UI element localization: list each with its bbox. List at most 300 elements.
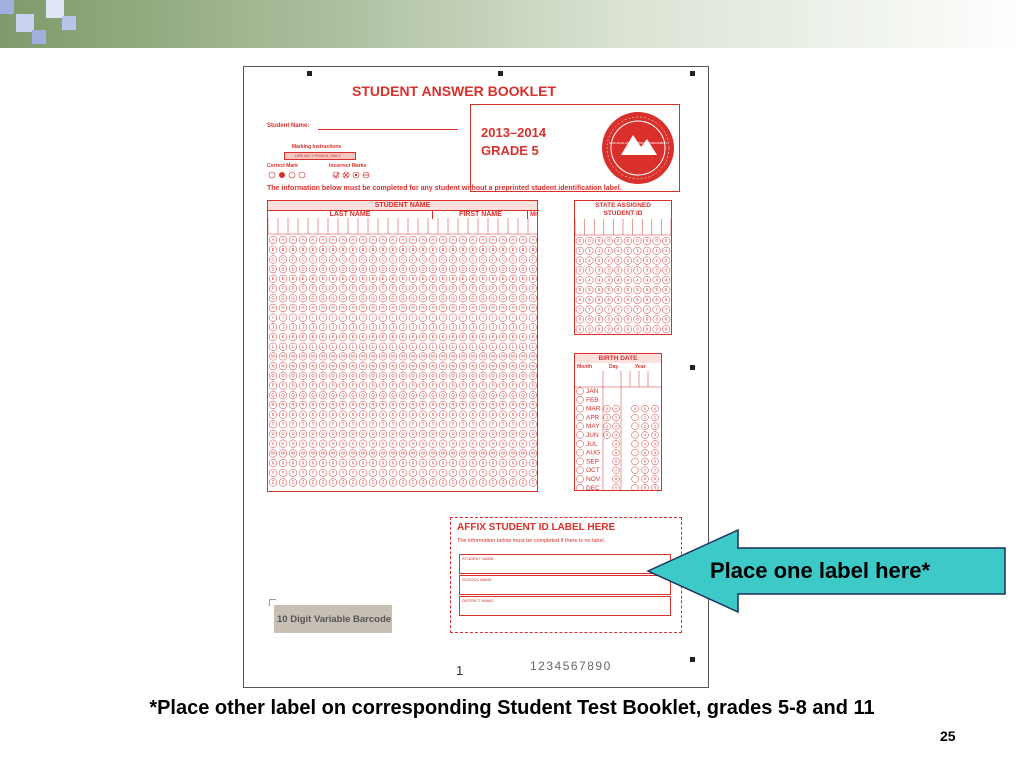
name-letter-bubble[interactable]: [419, 391, 427, 399]
name-letter-bubble[interactable]: [419, 304, 427, 312]
name-letter-bubble[interactable]: [509, 469, 517, 477]
name-letter-bubble[interactable]: [369, 314, 377, 322]
name-letter-bubble[interactable]: [319, 421, 327, 429]
name-letter-bubble[interactable]: [399, 333, 407, 341]
name-letter-bubble[interactable]: [409, 401, 417, 409]
name-letter-bubble[interactable]: [429, 285, 437, 293]
name-letter-bubble[interactable]: [399, 324, 407, 332]
name-letter-bubble[interactable]: [299, 440, 307, 448]
name-letter-bubble[interactable]: [379, 256, 387, 264]
name-letter-bubble[interactable]: [469, 236, 477, 244]
name-letter-bubble[interactable]: [419, 256, 427, 264]
name-letter-bubble[interactable]: [309, 401, 317, 409]
name-letter-bubble[interactable]: [479, 440, 487, 448]
name-letter-bubble[interactable]: [339, 353, 347, 361]
name-letter-bubble[interactable]: [419, 440, 427, 448]
name-letter-bubble[interactable]: [349, 265, 357, 273]
state-id-digit-bubble[interactable]: [634, 267, 642, 275]
name-letter-bubble[interactable]: [389, 401, 397, 409]
name-letter-bubble[interactable]: [519, 362, 527, 370]
name-letter-bubble[interactable]: [279, 372, 287, 380]
name-letter-bubble[interactable]: [529, 265, 537, 273]
name-letter-bubble[interactable]: [269, 294, 277, 302]
name-letter-bubble[interactable]: [369, 275, 377, 283]
name-letter-bubble[interactable]: [299, 401, 307, 409]
name-letter-bubble[interactable]: [339, 304, 347, 312]
name-letter-bubble[interactable]: [469, 256, 477, 264]
name-letter-bubble[interactable]: [459, 430, 467, 438]
state-id-digit-bubble[interactable]: [605, 325, 613, 333]
name-letter-bubble[interactable]: [439, 285, 447, 293]
name-letter-bubble[interactable]: [289, 256, 297, 264]
name-letter-bubble[interactable]: [349, 362, 357, 370]
name-letter-bubble[interactable]: [459, 294, 467, 302]
name-letter-bubble[interactable]: [429, 353, 437, 361]
name-letter-bubble[interactable]: [439, 421, 447, 429]
name-letter-bubble[interactable]: [309, 362, 317, 370]
name-letter-bubble[interactable]: [529, 236, 537, 244]
name-letter-bubble[interactable]: [379, 314, 387, 322]
name-letter-bubble[interactable]: [449, 411, 457, 419]
year-digit-bubble[interactable]: [652, 458, 659, 465]
name-letter-bubble[interactable]: [309, 469, 317, 477]
name-letter-bubble[interactable]: [529, 275, 537, 283]
name-letter-bubble[interactable]: [519, 324, 527, 332]
name-letter-bubble[interactable]: [289, 372, 297, 380]
name-letter-bubble[interactable]: [299, 382, 307, 390]
name-letter-bubble[interactable]: [419, 459, 427, 467]
name-letter-bubble[interactable]: [499, 275, 507, 283]
name-letter-bubble[interactable]: [509, 304, 517, 312]
name-letter-bubble[interactable]: [449, 314, 457, 322]
name-letter-bubble[interactable]: [359, 304, 367, 312]
name-letter-bubble[interactable]: [309, 411, 317, 419]
name-letter-bubble[interactable]: [339, 236, 347, 244]
state-id-digit-bubble[interactable]: [605, 267, 613, 275]
name-letter-bubble[interactable]: [289, 275, 297, 283]
name-letter-bubble[interactable]: [479, 401, 487, 409]
name-letter-bubble[interactable]: [319, 440, 327, 448]
name-letter-bubble[interactable]: [369, 362, 377, 370]
state-id-digit-bubble[interactable]: [653, 237, 661, 245]
name-letter-bubble[interactable]: [499, 440, 507, 448]
name-letter-bubble[interactable]: [339, 440, 347, 448]
name-letter-bubble[interactable]: [319, 430, 327, 438]
name-letter-bubble[interactable]: [399, 401, 407, 409]
name-letter-bubble[interactable]: [509, 391, 517, 399]
name-letter-bubble[interactable]: [339, 382, 347, 390]
name-letter-bubble[interactable]: [349, 401, 357, 409]
name-letter-bubble[interactable]: [529, 372, 537, 380]
name-letter-bubble[interactable]: [509, 285, 517, 293]
name-letter-bubble[interactable]: [409, 343, 417, 351]
name-letter-bubble[interactable]: [469, 285, 477, 293]
name-letter-bubble[interactable]: [499, 430, 507, 438]
name-letter-bubble[interactable]: [319, 304, 327, 312]
name-letter-bubble[interactable]: [449, 294, 457, 302]
name-letter-bubble[interactable]: [439, 314, 447, 322]
name-letter-bubble[interactable]: [329, 401, 337, 409]
name-letter-bubble[interactable]: [399, 314, 407, 322]
year-digit-bubble[interactable]: [642, 467, 649, 474]
state-id-digit-bubble[interactable]: [662, 237, 670, 245]
affix-school-name-field[interactable]: [459, 575, 671, 595]
name-letter-bubble[interactable]: [399, 256, 407, 264]
name-letter-bubble[interactable]: [459, 353, 467, 361]
name-letter-bubble[interactable]: [279, 382, 287, 390]
name-letter-bubble[interactable]: [419, 430, 427, 438]
name-letter-bubble[interactable]: [469, 333, 477, 341]
name-letter-bubble[interactable]: [419, 469, 427, 477]
name-letter-bubble[interactable]: [309, 256, 317, 264]
name-letter-bubble[interactable]: [369, 265, 377, 273]
name-letter-bubble[interactable]: [319, 450, 327, 458]
name-letter-bubble[interactable]: [469, 304, 477, 312]
name-letter-bubble[interactable]: [479, 265, 487, 273]
name-letter-bubble[interactable]: [409, 265, 417, 273]
name-letter-bubble[interactable]: [399, 430, 407, 438]
name-letter-bubble[interactable]: [489, 430, 497, 438]
name-letter-bubble[interactable]: [409, 469, 417, 477]
name-letter-bubble[interactable]: [339, 430, 347, 438]
name-letter-bubble[interactable]: [319, 372, 327, 380]
state-id-digit-bubble[interactable]: [662, 325, 670, 333]
name-letter-bubble[interactable]: [469, 343, 477, 351]
name-letter-bubble[interactable]: [499, 382, 507, 390]
name-letter-bubble[interactable]: [349, 333, 357, 341]
name-letter-bubble[interactable]: [519, 382, 527, 390]
name-letter-bubble[interactable]: [289, 391, 297, 399]
state-id-digit-bubble[interactable]: [595, 276, 603, 284]
name-letter-bubble[interactable]: [369, 353, 377, 361]
name-letter-bubble[interactable]: [279, 304, 287, 312]
name-letter-bubble[interactable]: [319, 246, 327, 254]
name-letter-bubble[interactable]: [359, 479, 367, 487]
name-letter-bubble[interactable]: [419, 265, 427, 273]
name-letter-bubble[interactable]: [359, 450, 367, 458]
name-letter-bubble[interactable]: [389, 353, 397, 361]
name-letter-bubble[interactable]: [459, 401, 467, 409]
name-letter-bubble[interactable]: [319, 343, 327, 351]
name-letter-bubble[interactable]: [269, 333, 277, 341]
name-letter-bubble[interactable]: [419, 372, 427, 380]
name-letter-bubble[interactable]: [409, 372, 417, 380]
name-letter-bubble[interactable]: [359, 372, 367, 380]
name-letter-bubble[interactable]: [459, 391, 467, 399]
name-letter-bubble[interactable]: [349, 236, 357, 244]
name-letter-bubble[interactable]: [469, 479, 477, 487]
name-letter-bubble[interactable]: [449, 343, 457, 351]
name-letter-bubble[interactable]: [349, 382, 357, 390]
name-letter-bubble[interactable]: [329, 246, 337, 254]
name-letter-bubble[interactable]: [339, 333, 347, 341]
name-letter-bubble[interactable]: [339, 479, 347, 487]
name-letter-bubble[interactable]: [299, 314, 307, 322]
name-letter-bubble[interactable]: [279, 324, 287, 332]
name-letter-bubble[interactable]: [399, 343, 407, 351]
state-id-digit-bubble[interactable]: [624, 306, 632, 314]
name-letter-bubble[interactable]: [419, 382, 427, 390]
name-letter-bubble[interactable]: [399, 304, 407, 312]
name-letter-bubble[interactable]: [499, 246, 507, 254]
name-letter-bubble[interactable]: [329, 421, 337, 429]
name-letter-bubble[interactable]: [429, 430, 437, 438]
name-letter-bubble[interactable]: [279, 430, 287, 438]
name-letter-bubble[interactable]: [339, 324, 347, 332]
state-id-digit-bubble[interactable]: [595, 267, 603, 275]
year-digit-bubble[interactable]: [632, 414, 639, 421]
state-id-digit-bubble[interactable]: [586, 325, 594, 333]
name-letter-bubble[interactable]: [449, 333, 457, 341]
name-letter-bubble[interactable]: [449, 440, 457, 448]
day-digit-bubble[interactable]: [613, 405, 620, 412]
name-bubble-grid[interactable]: [268, 218, 538, 492]
name-letter-bubble[interactable]: [499, 236, 507, 244]
state-id-digit-bubble[interactable]: [634, 276, 642, 284]
name-letter-bubble[interactable]: [289, 440, 297, 448]
day-digit-bubble[interactable]: [613, 440, 620, 447]
year-digit-bubble[interactable]: [632, 423, 639, 430]
name-letter-bubble[interactable]: [349, 275, 357, 283]
name-letter-bubble[interactable]: [439, 246, 447, 254]
name-letter-bubble[interactable]: [449, 401, 457, 409]
state-id-digit-bubble[interactable]: [614, 257, 622, 265]
name-letter-bubble[interactable]: [499, 265, 507, 273]
name-letter-bubble[interactable]: [359, 382, 367, 390]
name-letter-bubble[interactable]: [309, 450, 317, 458]
name-letter-bubble[interactable]: [439, 411, 447, 419]
name-letter-bubble[interactable]: [289, 430, 297, 438]
name-letter-bubble[interactable]: [519, 256, 527, 264]
name-letter-bubble[interactable]: [419, 421, 427, 429]
name-letter-bubble[interactable]: [459, 469, 467, 477]
name-letter-bubble[interactable]: [409, 236, 417, 244]
name-letter-bubble[interactable]: [489, 343, 497, 351]
birth-date-bubble-grid[interactable]: [575, 371, 662, 491]
state-id-digit-bubble[interactable]: [624, 276, 632, 284]
name-letter-bubble[interactable]: [289, 265, 297, 273]
name-letter-bubble[interactable]: [309, 294, 317, 302]
year-digit-bubble[interactable]: [642, 414, 649, 421]
name-letter-bubble[interactable]: [279, 411, 287, 419]
name-letter-bubble[interactable]: [299, 343, 307, 351]
name-letter-bubble[interactable]: [479, 430, 487, 438]
name-letter-bubble[interactable]: [299, 372, 307, 380]
name-letter-bubble[interactable]: [379, 285, 387, 293]
name-letter-bubble[interactable]: [299, 256, 307, 264]
name-letter-bubble[interactable]: [429, 362, 437, 370]
state-id-digit-bubble[interactable]: [614, 247, 622, 255]
name-letter-bubble[interactable]: [389, 421, 397, 429]
name-letter-bubble[interactable]: [479, 275, 487, 283]
name-letter-bubble[interactable]: [519, 265, 527, 273]
name-letter-bubble[interactable]: [399, 450, 407, 458]
name-letter-bubble[interactable]: [529, 411, 537, 419]
state-id-digit-bubble[interactable]: [624, 286, 632, 294]
state-id-digit-bubble[interactable]: [614, 306, 622, 314]
name-letter-bubble[interactable]: [459, 382, 467, 390]
name-letter-bubble[interactable]: [319, 353, 327, 361]
name-letter-bubble[interactable]: [449, 372, 457, 380]
name-letter-bubble[interactable]: [369, 236, 377, 244]
name-letter-bubble[interactable]: [519, 304, 527, 312]
name-letter-bubble[interactable]: [369, 459, 377, 467]
state-id-digit-bubble[interactable]: [586, 316, 594, 324]
name-letter-bubble[interactable]: [399, 285, 407, 293]
name-letter-bubble[interactable]: [489, 324, 497, 332]
name-letter-bubble[interactable]: [459, 256, 467, 264]
name-letter-bubble[interactable]: [339, 411, 347, 419]
name-letter-bubble[interactable]: [499, 411, 507, 419]
state-id-digit-bubble[interactable]: [605, 276, 613, 284]
name-letter-bubble[interactable]: [529, 353, 537, 361]
name-letter-bubble[interactable]: [399, 469, 407, 477]
name-letter-bubble[interactable]: [439, 236, 447, 244]
name-letter-bubble[interactable]: [429, 372, 437, 380]
name-letter-bubble[interactable]: [439, 450, 447, 458]
name-letter-bubble[interactable]: [519, 246, 527, 254]
name-letter-bubble[interactable]: [439, 479, 447, 487]
name-letter-bubble[interactable]: [359, 459, 367, 467]
name-letter-bubble[interactable]: [329, 440, 337, 448]
state-id-digit-bubble[interactable]: [586, 296, 594, 304]
name-letter-bubble[interactable]: [489, 421, 497, 429]
name-letter-bubble[interactable]: [429, 333, 437, 341]
name-letter-bubble[interactable]: [269, 450, 277, 458]
name-letter-bubble[interactable]: [379, 236, 387, 244]
name-letter-bubble[interactable]: [419, 236, 427, 244]
year-digit-bubble[interactable]: [652, 476, 659, 483]
name-letter-bubble[interactable]: [309, 333, 317, 341]
name-letter-bubble[interactable]: [489, 372, 497, 380]
name-letter-bubble[interactable]: [369, 256, 377, 264]
name-letter-bubble[interactable]: [289, 421, 297, 429]
state-id-digit-bubble[interactable]: [595, 316, 603, 324]
name-letter-bubble[interactable]: [359, 265, 367, 273]
year-digit-bubble[interactable]: [652, 432, 659, 439]
name-letter-bubble[interactable]: [439, 382, 447, 390]
year-digit-bubble[interactable]: [642, 440, 649, 447]
name-letter-bubble[interactable]: [329, 324, 337, 332]
name-letter-bubble[interactable]: [409, 353, 417, 361]
name-letter-bubble[interactable]: [379, 459, 387, 467]
name-letter-bubble[interactable]: [269, 401, 277, 409]
name-letter-bubble[interactable]: [329, 362, 337, 370]
name-letter-bubble[interactable]: [319, 382, 327, 390]
name-letter-bubble[interactable]: [339, 372, 347, 380]
state-id-digit-bubble[interactable]: [614, 237, 622, 245]
name-letter-bubble[interactable]: [399, 391, 407, 399]
name-letter-bubble[interactable]: [429, 246, 437, 254]
name-letter-bubble[interactable]: [459, 440, 467, 448]
name-letter-bubble[interactable]: [379, 362, 387, 370]
name-letter-bubble[interactable]: [409, 459, 417, 467]
name-letter-bubble[interactable]: [519, 333, 527, 341]
name-letter-bubble[interactable]: [389, 362, 397, 370]
name-letter-bubble[interactable]: [389, 459, 397, 467]
name-letter-bubble[interactable]: [379, 469, 387, 477]
name-letter-bubble[interactable]: [509, 246, 517, 254]
name-letter-bubble[interactable]: [349, 391, 357, 399]
name-letter-bubble[interactable]: [369, 391, 377, 399]
name-letter-bubble[interactable]: [339, 362, 347, 370]
state-id-digit-bubble[interactable]: [662, 316, 670, 324]
name-letter-bubble[interactable]: [379, 411, 387, 419]
month-bubble[interactable]: [577, 476, 584, 483]
name-letter-bubble[interactable]: [329, 333, 337, 341]
name-letter-bubble[interactable]: [429, 343, 437, 351]
name-letter-bubble[interactable]: [379, 372, 387, 380]
name-letter-bubble[interactable]: [459, 459, 467, 467]
name-letter-bubble[interactable]: [509, 382, 517, 390]
name-letter-bubble[interactable]: [379, 265, 387, 273]
name-letter-bubble[interactable]: [269, 391, 277, 399]
state-id-digit-bubble[interactable]: [643, 267, 651, 275]
name-letter-bubble[interactable]: [339, 294, 347, 302]
state-id-digit-bubble[interactable]: [586, 247, 594, 255]
name-letter-bubble[interactable]: [349, 430, 357, 438]
name-letter-bubble[interactable]: [299, 353, 307, 361]
name-letter-bubble[interactable]: [479, 343, 487, 351]
name-letter-bubble[interactable]: [389, 391, 397, 399]
name-letter-bubble[interactable]: [489, 401, 497, 409]
name-letter-bubble[interactable]: [369, 382, 377, 390]
name-letter-bubble[interactable]: [519, 450, 527, 458]
name-letter-bubble[interactable]: [389, 324, 397, 332]
state-id-digit-bubble[interactable]: [595, 237, 603, 245]
name-letter-bubble[interactable]: [389, 256, 397, 264]
name-letter-bubble[interactable]: [509, 256, 517, 264]
name-letter-bubble[interactable]: [429, 256, 437, 264]
name-letter-bubble[interactable]: [469, 294, 477, 302]
name-letter-bubble[interactable]: [429, 265, 437, 273]
name-letter-bubble[interactable]: [399, 246, 407, 254]
name-letter-bubble[interactable]: [389, 469, 397, 477]
name-letter-bubble[interactable]: [509, 372, 517, 380]
name-letter-bubble[interactable]: [529, 421, 537, 429]
state-id-digit-bubble[interactable]: [653, 267, 661, 275]
state-id-digit-bubble[interactable]: [624, 257, 632, 265]
name-letter-bubble[interactable]: [319, 479, 327, 487]
name-letter-bubble[interactable]: [289, 411, 297, 419]
year-digit-bubble[interactable]: [642, 458, 649, 465]
name-letter-bubble[interactable]: [519, 469, 527, 477]
name-letter-bubble[interactable]: [299, 421, 307, 429]
name-letter-bubble[interactable]: [289, 401, 297, 409]
name-letter-bubble[interactable]: [329, 411, 337, 419]
name-letter-bubble[interactable]: [279, 440, 287, 448]
student-name-line[interactable]: [318, 129, 458, 130]
name-letter-bubble[interactable]: [429, 382, 437, 390]
name-letter-bubble[interactable]: [499, 285, 507, 293]
year-digit-bubble[interactable]: [632, 467, 639, 474]
name-letter-bubble[interactable]: [359, 333, 367, 341]
state-id-digit-bubble[interactable]: [614, 325, 622, 333]
name-letter-bubble[interactable]: [519, 391, 527, 399]
name-letter-bubble[interactable]: [279, 285, 287, 293]
name-letter-bubble[interactable]: [369, 333, 377, 341]
name-letter-bubble[interactable]: [279, 265, 287, 273]
name-letter-bubble[interactable]: [349, 469, 357, 477]
name-letter-bubble[interactable]: [439, 294, 447, 302]
year-digit-bubble[interactable]: [642, 449, 649, 456]
name-letter-bubble[interactable]: [279, 294, 287, 302]
name-letter-bubble[interactable]: [269, 343, 277, 351]
state-id-digit-bubble[interactable]: [624, 325, 632, 333]
name-letter-bubble[interactable]: [339, 256, 347, 264]
name-letter-bubble[interactable]: [329, 285, 337, 293]
day-digit-bubble[interactable]: [604, 423, 611, 430]
